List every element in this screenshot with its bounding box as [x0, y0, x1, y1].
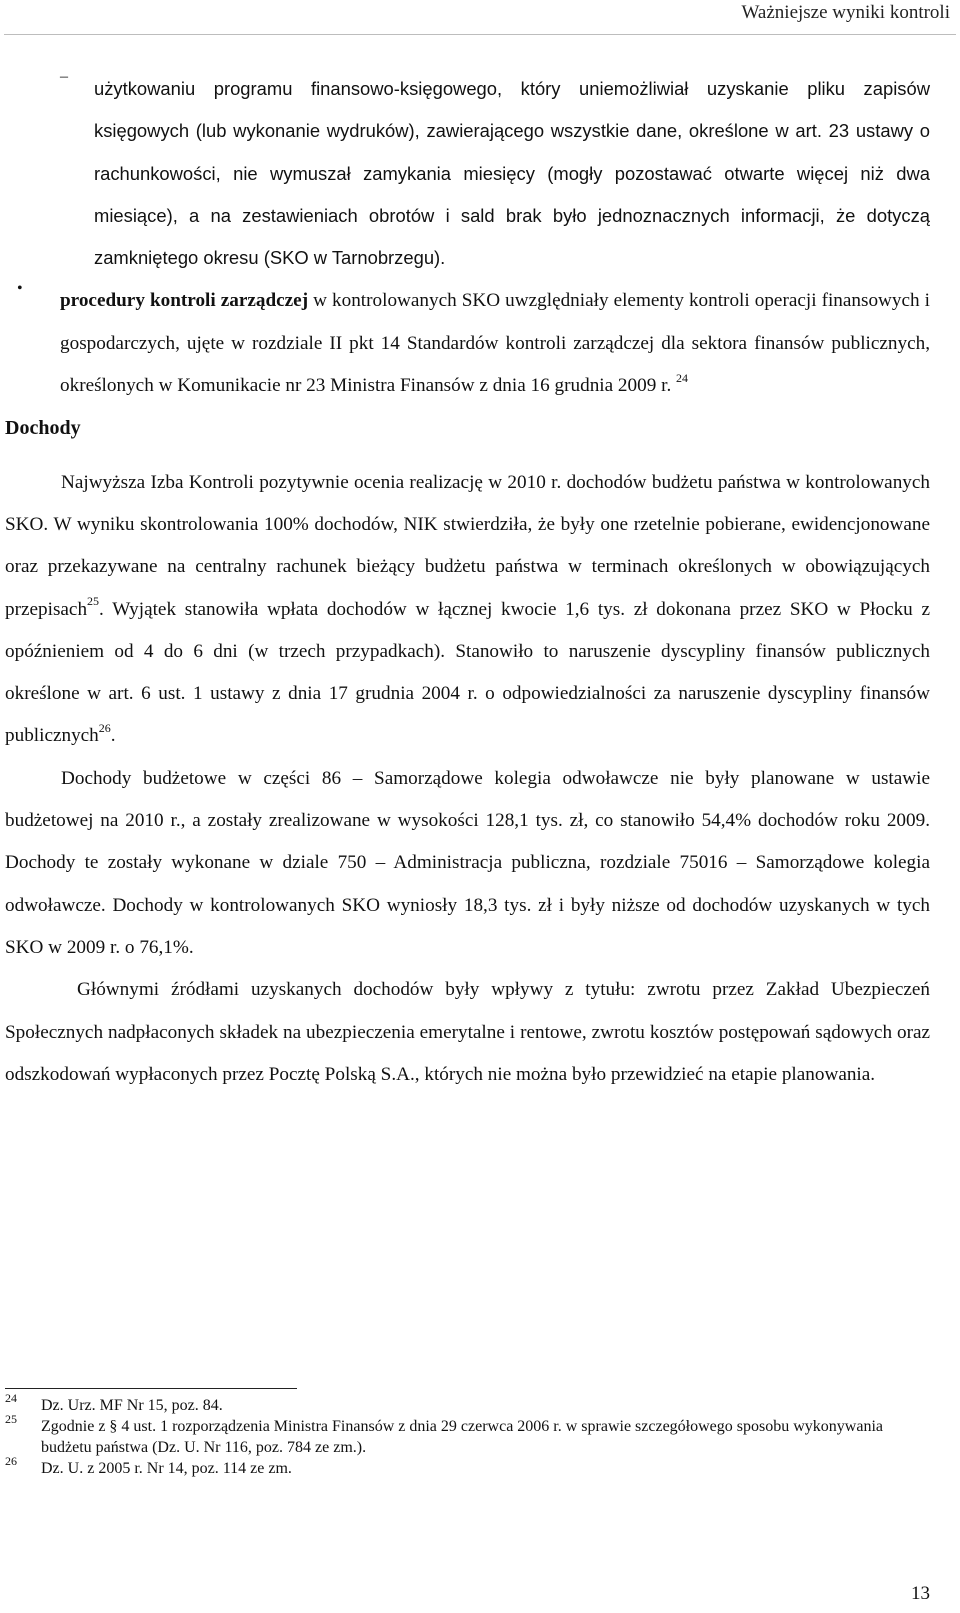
- footnote-item: [5, 1391, 930, 1416]
- footnote-number: 25: [5, 1412, 17, 1426]
- footnote-number: 26: [5, 1454, 17, 1468]
- footnote-item: [5, 1454, 930, 1479]
- dash-item-text: użytkowaniu programu finansowo-księgowego, który uniemożliwiał uzyskanie pliku zapisów księgowych (lub wykonanie wydruków), zawierającego wszystkie dane, określone w art. 23 ustawy o rachunkowości, nie wymuszał zamykania miesięcy (mogły pozostawać otwarte więcej niż dwa miesiące), a na zestawieniach obrotów i sald brak było jednoznacznych informacji, że dotyczą zamkniętego okresu (SKO w Tarnobrzegu).: [94, 78, 930, 269]
- footnote-ref-25[interactable]: 25: [87, 594, 100, 609]
- paragraph-assessment: [5, 462, 930, 758]
- footnote-item: [5, 1412, 930, 1458]
- header-rule: [4, 34, 956, 35]
- para1-text-a: Najwyższa Izba Kontroli pozytywnie ocenia realizację w 2010 r. dochodów budżetu państwa w kontrolowanych SKO. W wyniku skontrolowania 100% dochodów, NIK stwierdziła, że były one rzetelnie pobierane, ewidencjonowane oraz przekazywane na centralny rachunek bieżący budżetu państwa w terminach określonych w obowiązujących przepisach: [5, 471, 930, 620]
- heading-spacer: [5, 450, 930, 462]
- footnote-separator: [5, 1388, 297, 1389]
- bullet-marker: •: [17, 280, 23, 298]
- bullet-list-item: [5, 280, 930, 407]
- footnotes: [5, 1388, 930, 1479]
- main-content: [5, 68, 930, 1096]
- page-number: 13: [911, 1583, 930, 1604]
- dash-list-item: [5, 68, 930, 279]
- para1-text-c: .: [110, 725, 116, 747]
- footnote-ref-24[interactable]: 24: [676, 370, 689, 385]
- bullet-item-paragraph: [60, 280, 930, 407]
- paragraph-income-sources: [5, 969, 930, 1096]
- footnote-number: 24: [5, 1391, 17, 1405]
- paragraph-budget-income: [5, 758, 930, 969]
- footnote-text: Dz. Urz. MF Nr 15, poz. 84.: [41, 1397, 223, 1414]
- para2-text: Dochody budżetowe w części 86 – Samorządowe kolegia odwoławcze nie były planowane w ustawie budżetowej na 2010 r., a zostały zrealizowane w wysokości 128,1 tys. zł, co stanowiło 54,4% dochodów roku 2009. Dochody te zostały wykonane w dziale 750 – Administracja publiczna, rozdziale 75016 – Samorządowe kolegia odwoławcze. Dochody w kontrolowanych SKO wyniosły 18,3 tys. zł i były niższe od dochodów uzyskanych w tych SKO w 2009 r. o 76,1%.: [5, 767, 930, 958]
- section-heading: Dochody: [5, 417, 81, 440]
- para1-text-b: . Wyjątek stanowiła wpłata dochodów w łącznej kwocie 1,6 tys. zł dokonana przez SKO w Płocku z opóźnieniem od 4 do 6 dni (w trzech przypadkach). Stanowiło to naruszenie dyscypliny finansów publicznych określone w art. 6 ust. 1 ustawy z dnia 17 grudnia 2004 r. o odpowiedzialności za naruszenie dyscypliny finansów publicznych: [5, 598, 930, 747]
- footnote-text: Dz. U. z 2005 r. Nr 14, poz. 114 ze zm.: [41, 1460, 292, 1477]
- bullet-item-text: w kontrolowanych SKO uwzględniały elementy kontroli operacji finansowych i gospodarczych, ujęte w rozdziale II pkt 14 Standardów kontroli zarządczej dla sektora finansów publicznych, określonych w Komunikacie nr 23 Ministra Finansów z dnia 16 grudnia 2009 r.: [60, 290, 930, 397]
- running-header: Ważniejsze wyniki kontroli: [741, 2, 950, 23]
- footnote-text: Zgodnie z § 4 ust. 1 rozporządzenia Ministra Finansów z dnia 29 czerwca 2006 r. w sprawie szczegółowego sposobu wykonywania budżetu państwa (Dz. U. Nr 116, poz. 784 ze zm.).: [41, 1418, 883, 1456]
- footnote-ref-26[interactable]: 26: [98, 721, 111, 736]
- para3-text: Głównymi źródłami uzyskanych dochodów były wpływy z tytułu: zwrotu przez Zakład Ubezpieczeń Społecznych nadpłaconych składek na ubezpieczenia emerytalne i rentowe, zwrotu kosztów postępowań sądowych oraz odszkodowań wypłaconych przez Pocztę Polską S.A., których nie można było przewidzieć na etapie planowania.: [5, 979, 930, 1085]
- bullet-bold-term: procedury kontroli zarządczej: [60, 290, 309, 312]
- dash-marker: –: [60, 68, 68, 85]
